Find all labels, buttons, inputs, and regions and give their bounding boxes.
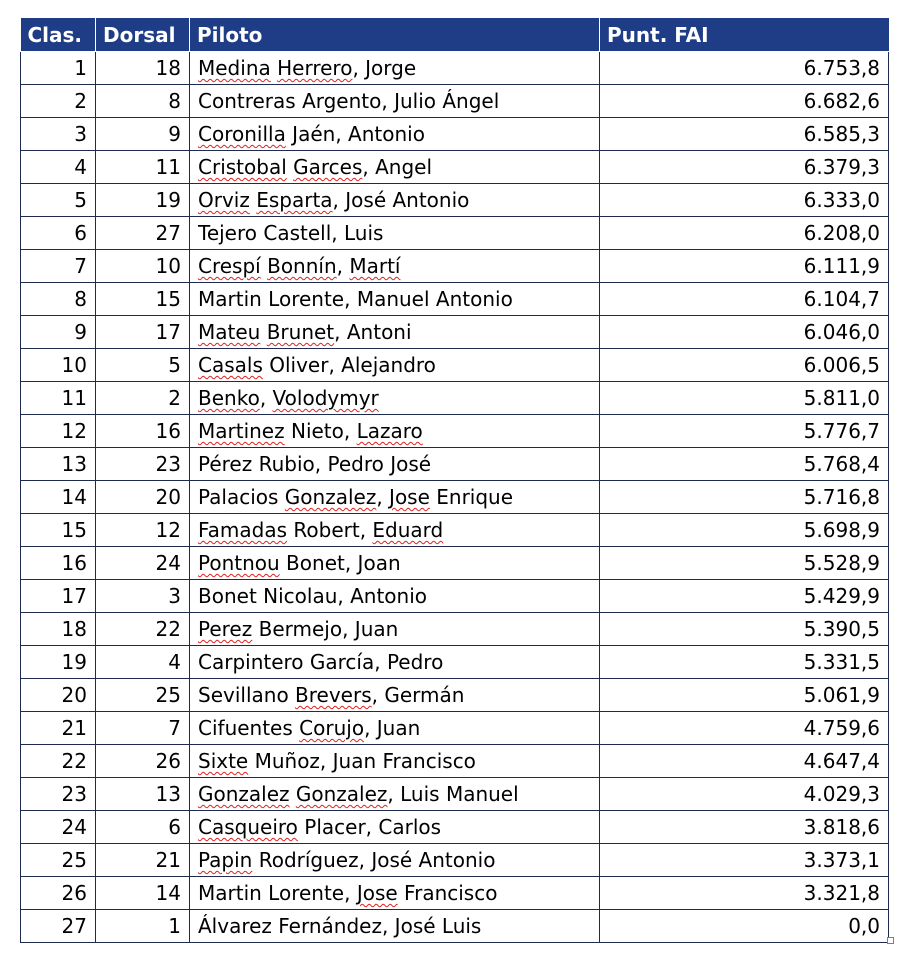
cell-score[interactable]: 3.818,6 — [600, 811, 889, 844]
table-row — [21, 250, 889, 283]
pilot-name-segment: Muñoz, Juan Francisco — [248, 749, 476, 773]
header-pilot[interactable]: Piloto — [190, 18, 600, 52]
cell-bib[interactable]: 7 — [96, 712, 190, 745]
cell-pilot[interactable] — [190, 745, 600, 778]
cell-score[interactable]: 5.716,8 — [600, 481, 889, 514]
pilot-name-segment: Jaén, Antonio — [285, 122, 425, 146]
cell-pilot[interactable] — [190, 679, 600, 712]
pilot-name-misspelled-segment: Gonzalez — [295, 782, 388, 806]
pilot-name-segment: Bonet Nicolau, Antonio — [198, 584, 427, 608]
cell-pilot[interactable] — [190, 217, 600, 250]
pilot-name-segment: Placer, Carlos — [297, 815, 442, 839]
table-row — [21, 52, 889, 85]
table-row — [21, 844, 889, 877]
cell-score[interactable]: 6.753,8 — [600, 52, 889, 85]
cell-rank[interactable]: 13 — [21, 448, 96, 481]
pilot-name-misspelled-segment: Sixte — [198, 749, 249, 773]
pilot-name-segment: Sevillano — [198, 683, 296, 707]
pilot-name-misspelled-segment: Benko — [198, 386, 260, 410]
cell-rank[interactable]: 25 — [21, 844, 96, 877]
pilot-name-segment: Cifuentes — [198, 716, 300, 740]
table-row — [21, 910, 889, 943]
table-header — [21, 18, 889, 52]
table-row — [21, 118, 889, 151]
cell-score[interactable]: 3.373,1 — [600, 844, 889, 877]
pilot-name-segment: , José Antonio — [332, 188, 470, 212]
cell-pilot[interactable] — [190, 250, 600, 283]
cell-bib[interactable]: 25 — [96, 679, 190, 712]
pilot-name-misspelled-segment: Volodymyr — [272, 386, 379, 410]
pilot-name-segment: Martin Lorente, — [198, 881, 357, 905]
cell-score[interactable]: 4.647,4 — [600, 745, 889, 778]
table-row — [21, 283, 889, 316]
cell-rank[interactable]: 7 — [21, 250, 96, 283]
pilot-name-segment: , Luis Manuel — [387, 782, 519, 806]
cell-rank[interactable]: 11 — [21, 382, 96, 415]
cell-bib[interactable]: 19 — [96, 184, 190, 217]
cell-bib[interactable]: 26 — [96, 745, 190, 778]
pilot-name-segment: Nieto, — [284, 419, 357, 443]
pilot-name-misspelled-segment: Pontnou — [198, 551, 280, 575]
pilot-name-misspelled-segment: Lazaro — [356, 419, 423, 443]
pilot-name-misspelled-segment: Gonzalez — [198, 782, 290, 806]
cell-rank[interactable]: 14 — [21, 481, 96, 514]
pilot-name-misspelled-segment: Cristobal — [198, 155, 287, 179]
cell-score[interactable]: 6.111,9 — [600, 250, 889, 283]
cell-rank[interactable]: 15 — [21, 514, 96, 547]
cell-rank[interactable]: 8 — [21, 283, 96, 316]
table-row — [21, 745, 889, 778]
cell-score[interactable]: 6.585,3 — [600, 118, 889, 151]
cell-rank[interactable]: 9 — [21, 316, 96, 349]
cell-pilot[interactable] — [190, 646, 600, 679]
cell-pilot[interactable] — [190, 316, 600, 349]
pilot-name-segment: , Antoni — [334, 320, 412, 344]
table-row — [21, 877, 889, 910]
table-row — [21, 316, 889, 349]
cell-pilot[interactable] — [190, 514, 600, 547]
cell-rank[interactable]: 4 — [21, 151, 96, 184]
table-row — [21, 547, 889, 580]
cell-pilot[interactable] — [190, 844, 600, 877]
cell-rank[interactable]: 19 — [21, 646, 96, 679]
table-row — [21, 382, 889, 415]
pilot-name-segment: Pérez Rubio, Pedro José — [198, 452, 432, 476]
pilot-name-misspelled-segment: Martinez — [198, 419, 285, 443]
header-bib[interactable]: Dorsal — [96, 18, 190, 52]
cell-score[interactable]: 0,0 — [600, 910, 889, 943]
cell-pilot[interactable] — [190, 778, 600, 811]
cell-rank[interactable]: 17 — [21, 580, 96, 613]
cell-pilot[interactable] — [190, 151, 600, 184]
pilot-name-misspelled-segment: Papin — [198, 848, 253, 872]
cell-rank[interactable]: 6 — [21, 217, 96, 250]
cell-rank[interactable]: 2 — [21, 85, 96, 118]
cell-bib[interactable]: 21 — [96, 844, 190, 877]
pilot-name-segment: Bonet, Joan — [279, 551, 401, 575]
table-row — [21, 349, 889, 382]
selection-resize-handle[interactable] — [887, 937, 894, 944]
cell-score[interactable]: 4.759,6 — [600, 712, 889, 745]
cell-score[interactable]: 5.528,9 — [600, 547, 889, 580]
cell-pilot[interactable] — [190, 52, 600, 85]
table-row — [21, 613, 889, 646]
cell-bib[interactable]: 12 — [96, 514, 190, 547]
cell-pilot[interactable] — [190, 448, 600, 481]
pilot-name-misspelled-segment: Jose — [356, 881, 398, 905]
cell-bib[interactable]: 17 — [96, 316, 190, 349]
pilot-name-segment: , — [376, 485, 390, 509]
cell-score[interactable]: 5.429,9 — [600, 580, 889, 613]
cell-bib[interactable]: 10 — [96, 250, 190, 283]
pilot-name-misspelled-segment: Corujo — [299, 716, 365, 740]
cell-rank[interactable]: 24 — [21, 811, 96, 844]
cell-pilot[interactable] — [190, 547, 600, 580]
pilot-name-segment: Bermejo, Juan — [252, 617, 399, 641]
pilot-name-segment: Francisco — [397, 881, 498, 905]
pilot-name-misspelled-segment: Esparta — [256, 188, 333, 212]
results-table — [20, 18, 889, 943]
cell-bib[interactable]: 14 — [96, 877, 190, 910]
cell-rank[interactable]: 23 — [21, 778, 96, 811]
cell-score[interactable]: 5.811,0 — [600, 382, 889, 415]
pilot-name-segment: , Germán — [371, 683, 465, 707]
table-row — [21, 646, 889, 679]
cell-score[interactable]: 6.333,0 — [600, 184, 889, 217]
cell-bib[interactable]: 20 — [96, 481, 190, 514]
cell-score[interactable]: 6.682,6 — [600, 85, 889, 118]
pilot-name-misspelled-segment: Martí — [349, 254, 401, 278]
table-row — [21, 448, 889, 481]
pilot-name-segment: , Jorge — [352, 56, 417, 80]
pilot-name-segment: Oliver, Alejandro — [262, 353, 436, 377]
cell-bib[interactable]: 4 — [96, 646, 190, 679]
cell-bib[interactable]: 13 — [96, 778, 190, 811]
pilot-name-misspelled-segment: Herrero — [277, 56, 353, 80]
cell-score[interactable]: 5.331,5 — [600, 646, 889, 679]
pilot-name-misspelled-segment: Mateu — [198, 320, 261, 344]
pilot-name-misspelled-segment: Gonzalez — [284, 485, 377, 509]
cell-pilot[interactable] — [190, 415, 600, 448]
table-body — [21, 52, 889, 943]
cell-score[interactable]: 5.061,9 — [600, 679, 889, 712]
cell-bib[interactable]: 15 — [96, 283, 190, 316]
cell-bib[interactable]: 8 — [96, 85, 190, 118]
cell-rank[interactable]: 10 — [21, 349, 96, 382]
table-row — [21, 481, 889, 514]
pilot-name-segment: Martin Lorente, Manuel Antonio — [198, 287, 513, 311]
cell-rank[interactable]: 27 — [21, 910, 96, 943]
cell-pilot[interactable] — [190, 910, 600, 943]
cell-pilot[interactable] — [190, 349, 600, 382]
cell-pilot[interactable] — [190, 85, 600, 118]
pilot-name-segment: Palacios — [198, 485, 285, 509]
pilot-name-misspelled-segment: Garces — [293, 155, 363, 179]
cell-pilot[interactable] — [190, 580, 600, 613]
pilot-name-misspelled-segment: Jose — [389, 485, 430, 509]
pilot-name-segment: Carpintero García, Pedro — [198, 650, 444, 674]
pilot-name-segment: Robert, — [287, 518, 373, 542]
cell-score[interactable]: 4.029,3 — [600, 778, 889, 811]
cell-score[interactable]: 6.046,0 — [600, 316, 889, 349]
table-row — [21, 712, 889, 745]
pilot-name-misspelled-segment: Perez — [198, 617, 253, 641]
cell-rank[interactable]: 5 — [21, 184, 96, 217]
table-row — [21, 184, 889, 217]
pilot-name-misspelled-segment: Coronilla — [198, 122, 286, 146]
table-row — [21, 778, 889, 811]
pilot-name-misspelled-segment: Casqueiro — [198, 815, 298, 839]
cell-bib[interactable]: 22 — [96, 613, 190, 646]
cell-bib[interactable]: 23 — [96, 448, 190, 481]
cell-rank[interactable]: 20 — [21, 679, 96, 712]
cell-pilot[interactable] — [190, 877, 600, 910]
pilot-name-segment: , — [336, 254, 350, 278]
cell-pilot[interactable] — [190, 613, 600, 646]
pilot-name-segment: Tejero Castell, Luis — [198, 221, 384, 245]
table-row — [21, 580, 889, 613]
pilot-name-misspelled-segment: Crespí — [198, 254, 261, 278]
header-score[interactable]: Punt. FAI — [600, 18, 889, 52]
cell-score[interactable]: 5.390,5 — [600, 613, 889, 646]
cell-rank[interactable]: 26 — [21, 877, 96, 910]
cell-bib[interactable]: 3 — [96, 580, 190, 613]
table-row — [21, 151, 889, 184]
cell-pilot[interactable] — [190, 382, 600, 415]
pilot-name-misspelled-segment: Brunet — [266, 320, 335, 344]
table-row — [21, 415, 889, 448]
cell-bib[interactable]: 11 — [96, 151, 190, 184]
pilot-name-misspelled-segment: Famadas — [198, 518, 288, 542]
pilot-name-misspelled-segment: Eduard — [372, 518, 444, 542]
cell-score[interactable]: 5.768,4 — [600, 448, 889, 481]
header-row — [21, 18, 889, 52]
table-row — [21, 514, 889, 547]
pilot-name-misspelled-segment: Casals — [198, 353, 263, 377]
cell-bib[interactable]: 24 — [96, 547, 190, 580]
cell-bib[interactable]: 1 — [96, 910, 190, 943]
cell-bib[interactable]: 16 — [96, 415, 190, 448]
cell-score[interactable]: 3.321,8 — [600, 877, 889, 910]
pilot-name-segment: , Angel — [362, 155, 433, 179]
pilot-name-misspelled-segment: Bonnín — [267, 254, 337, 278]
cell-rank[interactable]: 12 — [21, 415, 96, 448]
cell-rank[interactable]: 21 — [21, 712, 96, 745]
cell-score[interactable]: 5.776,7 — [600, 415, 889, 448]
cell-bib[interactable]: 18 — [96, 52, 190, 85]
table-row — [21, 811, 889, 844]
table-row — [21, 217, 889, 250]
cell-bib[interactable]: 2 — [96, 382, 190, 415]
cell-pilot[interactable] — [190, 712, 600, 745]
table-row — [21, 85, 889, 118]
cell-pilot[interactable] — [190, 184, 600, 217]
pilot-name-segment: , Juan — [364, 716, 421, 740]
cell-pilot[interactable] — [190, 811, 600, 844]
cell-score[interactable]: 6.208,0 — [600, 217, 889, 250]
pilot-name-misspelled-segment: Brevers — [295, 683, 372, 707]
pilot-name-segment: Rodríguez, José Antonio — [252, 848, 496, 872]
cell-score[interactable]: 6.104,7 — [600, 283, 889, 316]
cell-score[interactable]: 5.698,9 — [600, 514, 889, 547]
cell-pilot[interactable] — [190, 481, 600, 514]
table-row — [21, 679, 889, 712]
cell-rank[interactable]: 16 — [21, 547, 96, 580]
pilot-name-segment: Enrique — [429, 485, 514, 509]
header-rank[interactable]: Clas. — [21, 18, 96, 52]
cell-bib[interactable]: 9 — [96, 118, 190, 151]
pilot-name-segment: Álvarez Fernández, José Luis — [198, 914, 482, 938]
cell-bib[interactable]: 6 — [96, 811, 190, 844]
cell-bib[interactable]: 5 — [96, 349, 190, 382]
pilot-name-segment: , — [259, 386, 273, 410]
cell-rank[interactable]: 1 — [21, 52, 96, 85]
pilot-name-segment: Contreras Argento, Julio Ángel — [198, 89, 500, 113]
pilot-name-misspelled-segment: Orviz — [198, 188, 250, 212]
cell-rank[interactable]: 22 — [21, 745, 96, 778]
cell-score[interactable]: 6.006,5 — [600, 349, 889, 382]
pilot-name-misspelled-segment: Medina — [198, 56, 271, 80]
cell-rank[interactable]: 18 — [21, 613, 96, 646]
cell-pilot[interactable] — [190, 118, 600, 151]
cell-rank[interactable]: 3 — [21, 118, 96, 151]
cell-score[interactable]: 6.379,3 — [600, 151, 889, 184]
cell-bib[interactable]: 27 — [96, 217, 190, 250]
cell-pilot[interactable] — [190, 283, 600, 316]
